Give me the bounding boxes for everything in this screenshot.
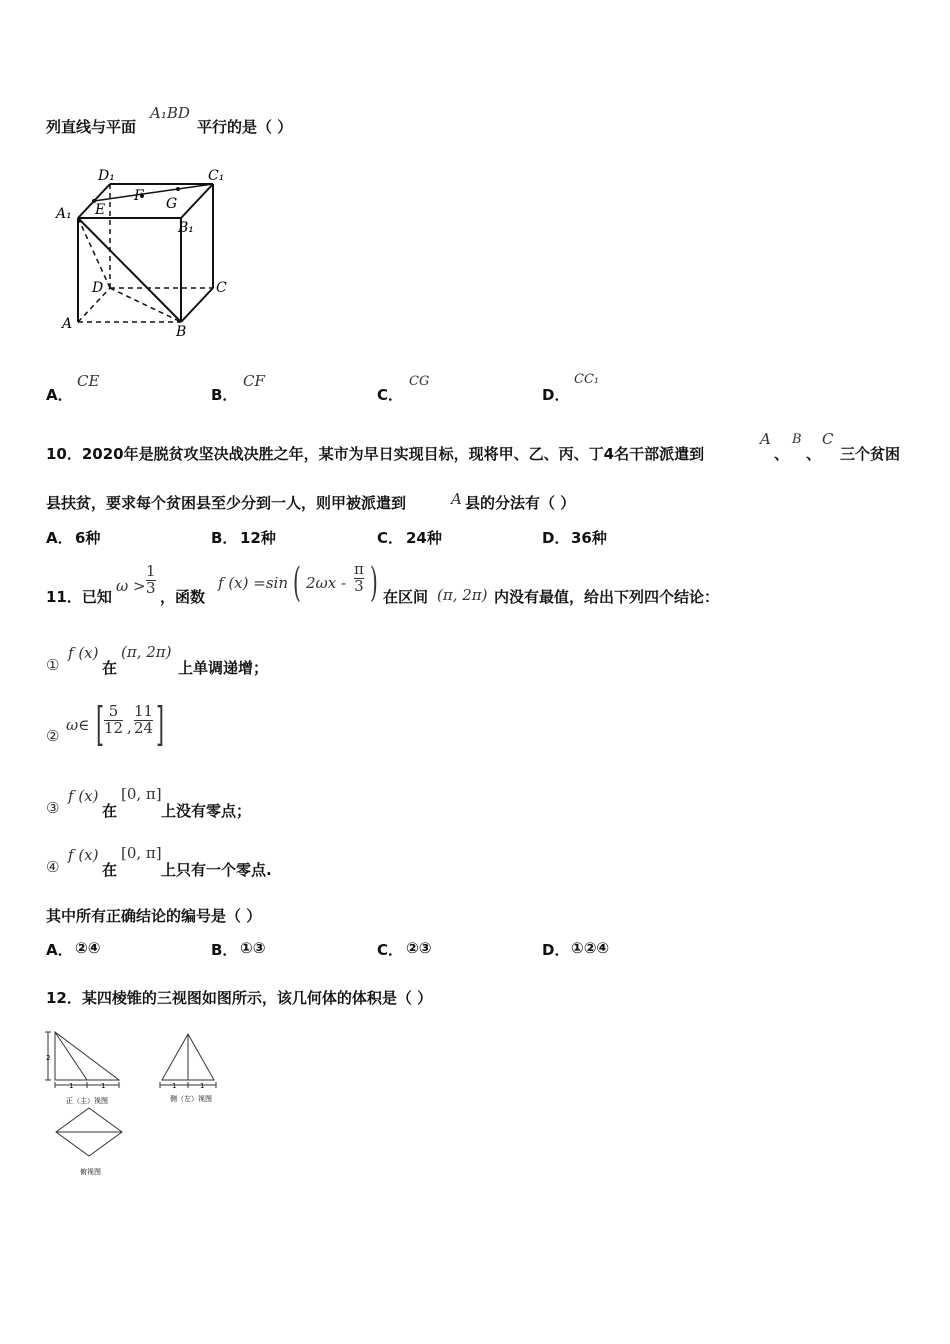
- q9-plane: A₁BD: [150, 104, 190, 122]
- label-b1: B₁: [178, 220, 194, 236]
- q11-s2-n1: 5: [108, 702, 119, 720]
- q11-s2-mark: ②: [46, 727, 60, 745]
- q9-option-c-letter: C．: [377, 386, 404, 404]
- q10-option-d-letter: D．: [542, 529, 570, 547]
- q9-stem-a: 列直线与平面: [46, 118, 137, 136]
- label-a: A: [62, 316, 73, 332]
- q9-stem-b: 平行的是（ ）: [197, 118, 293, 136]
- q11-option-c-value: ②③: [406, 939, 432, 957]
- q9-option-c-value: CG: [409, 374, 430, 389]
- q11-frac-2-den: 3: [354, 576, 364, 595]
- q11-interval-pre: 在区间: [383, 588, 429, 606]
- q11-s4-f: f (x): [68, 846, 99, 864]
- q11-option-c-letter: C．: [377, 941, 404, 959]
- q11-frac-1: [146, 564, 156, 597]
- q11-s4-mark: ④: [46, 858, 60, 876]
- dim-2-label: 2: [46, 1054, 51, 1062]
- top-view-label: 俯视图: [80, 1168, 101, 1176]
- q11-s4-tail: 上只有一个零点.: [161, 861, 272, 879]
- q10-option-a-letter: A．: [46, 529, 73, 547]
- dim-1d-label: 1: [200, 1082, 205, 1090]
- q10-sep-1: 、: [774, 445, 790, 463]
- q10-option-d-value: 36种: [571, 529, 607, 547]
- q10-option-c-letter: C．: [377, 529, 404, 547]
- q11-s4-range: [0, π]: [121, 844, 162, 862]
- front-view-label: 正（主）视图: [66, 1097, 108, 1105]
- q10-county-a2: A: [451, 490, 462, 508]
- q11-s2-bracket-right: ]: [156, 697, 165, 751]
- label-b: B: [176, 324, 187, 340]
- q11-s2-n2: 11: [134, 702, 154, 720]
- front-view-inner-line: [55, 1032, 87, 1080]
- q10-option-b-value: 12种: [240, 529, 276, 547]
- dim-1a-label: 1: [69, 1082, 74, 1090]
- q10-text-b: 三个贫困: [840, 445, 901, 463]
- label-g: G: [166, 196, 178, 212]
- q11-frac-2: [354, 562, 364, 595]
- q11-s3-mark: ③: [46, 799, 60, 817]
- q11-option-b-letter: B．: [211, 941, 238, 959]
- q11-option-a-letter: A．: [46, 941, 73, 959]
- q11-frac-1-den: 3: [146, 578, 156, 597]
- q10-option-c-value: 24种: [406, 529, 442, 547]
- label-f: F: [134, 188, 144, 204]
- label-a1: A₁: [56, 206, 72, 222]
- segment-e-c1: [94, 184, 213, 201]
- q10-text-c: 县扶贫，要求每个贫困县至少分到一人，则甲被派遣到: [46, 494, 407, 512]
- q10-option-b-letter: B．: [211, 529, 238, 547]
- q10-sep-2: 、: [806, 445, 822, 463]
- q10-county-a: A: [760, 430, 771, 448]
- q11-func-lhs: f (x) =sin: [218, 574, 288, 592]
- q9-option-b-letter: B．: [211, 386, 238, 404]
- q11-option-d-value: ①②④: [571, 939, 610, 957]
- edge-b-c: [181, 288, 213, 322]
- label-d1: D₁: [98, 168, 115, 184]
- q11-interval: (π, 2π): [437, 586, 488, 604]
- q11-num: 11．已知: [46, 588, 112, 606]
- q9-option-d-letter: D．: [542, 386, 570, 404]
- point-g: [176, 187, 180, 191]
- q11-func-label: ，函数: [160, 588, 206, 606]
- label-d: D: [92, 280, 104, 296]
- q11-s2-comma: ,: [127, 718, 132, 736]
- q10-option-a-value: 6种: [75, 529, 101, 547]
- q9-option-a-letter: A．: [46, 386, 73, 404]
- side-view-label: 侧（左）视图: [170, 1095, 212, 1103]
- q10-county-c: C: [822, 430, 834, 448]
- q11-option-a-value: ②④: [75, 939, 101, 957]
- front-view-outline: [55, 1032, 119, 1080]
- dim-1b-label: 1: [101, 1082, 106, 1090]
- q11-s2-omega: ω∈: [66, 716, 90, 734]
- label-c1: C₁: [208, 168, 225, 184]
- edge-d-b: [110, 288, 181, 322]
- three-view-figure: [40, 1024, 240, 1184]
- q9-option-b-value: CF: [243, 372, 265, 390]
- q9-option-a-value: CE: [77, 372, 100, 390]
- q11-s2-frac-2: [134, 704, 153, 737]
- q11-s1-range: (π, 2π): [121, 643, 172, 661]
- q11-s3-tail: 上没有零点；: [161, 802, 252, 820]
- label-c: C: [216, 280, 227, 296]
- q10-text-a: 10．2020年是脱贫攻坚决战决胜之年，某市为早日实现目标，现将甲、乙、丙、丁4名干部派遣到: [46, 445, 705, 463]
- q11-s1-zai: 在: [102, 659, 118, 677]
- q11-paren-left: (: [293, 560, 301, 606]
- q11-s2-frac-1: [104, 704, 123, 737]
- q11-ask: 其中所有正确结论的编号是（ ）: [46, 907, 262, 925]
- q11-frac-2-num: π: [354, 560, 364, 578]
- q11-func-inner: 2ωx -: [306, 574, 347, 592]
- edge-a1-d: [78, 218, 110, 288]
- q11-s3-zai: 在: [102, 802, 118, 820]
- q11-omega-cond: ω >: [116, 577, 146, 595]
- q11-frac-1-num: 1: [146, 562, 156, 580]
- q12-text: 12．某四棱锥的三视图如图所示，该几何体的体积是（ ）: [46, 989, 433, 1007]
- edge-c1-b1: [181, 184, 213, 218]
- q11-s1-f: f (x): [68, 644, 99, 662]
- q11-s3-range: [0, π]: [121, 785, 162, 803]
- q10-text-d: 县的分法有（ ）: [465, 494, 576, 512]
- q11-s3-f: f (x): [68, 787, 99, 805]
- q9-option-d-value: CC₁: [574, 372, 600, 387]
- label-e: E: [95, 202, 106, 218]
- q11-s1-tail: 上单调递增；: [178, 659, 269, 677]
- q11-s4-zai: 在: [102, 861, 118, 879]
- cube-figure: [50, 160, 240, 340]
- q11-s2-d2: 24: [134, 718, 154, 737]
- q11-paren-right: ): [370, 560, 378, 606]
- q11-s1-mark: ①: [46, 656, 60, 674]
- q11-option-b-value: ①③: [240, 939, 266, 957]
- q10-county-b: B: [792, 432, 802, 447]
- dim-1c-label: 1: [172, 1082, 177, 1090]
- q11-interval-post: 内没有最值，给出下列四个结论：: [494, 588, 720, 606]
- q11-s2-d1: 12: [104, 718, 124, 737]
- q11-s2-bracket-left: [: [96, 697, 105, 751]
- q11-option-d-letter: D．: [542, 941, 570, 959]
